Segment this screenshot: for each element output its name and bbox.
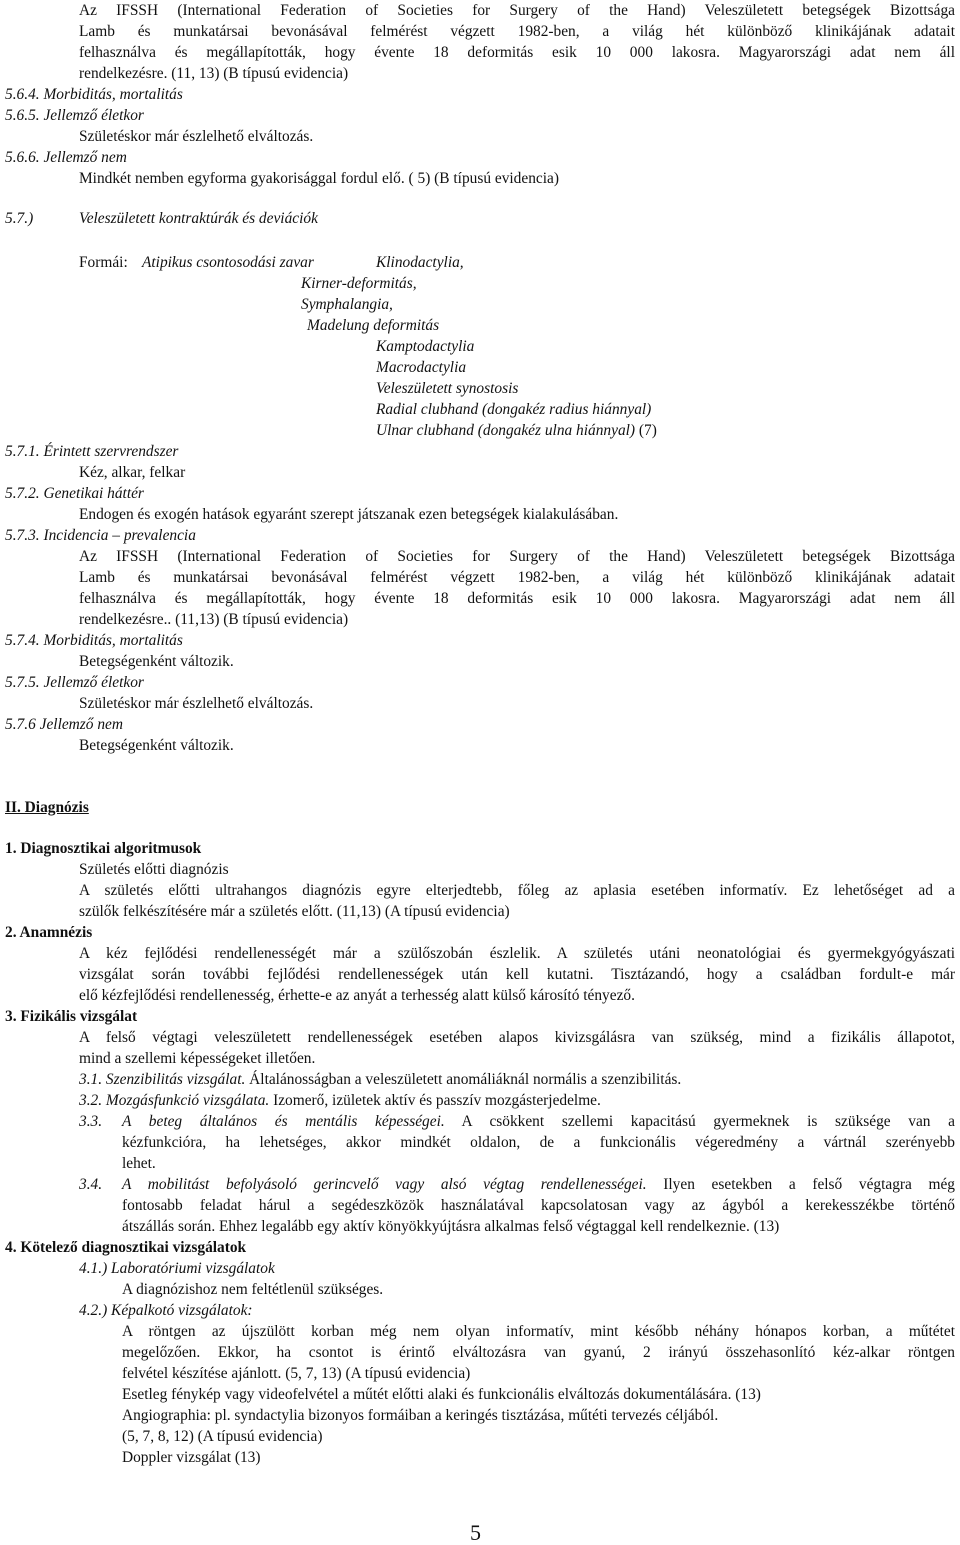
physical-line: A felső végtagi veleszületett rendellenességek esetében alapos kivizsgálásra van szükség, mind a fizikális állapotot, [79, 1029, 955, 1046]
sub-3-1-text: Általánosságban a veleszületett anomáliáknál normális a szenzibilitás. [245, 1071, 682, 1088]
angio-ref: (5, 7, 8, 12) (A típusú evidencia) [122, 1428, 323, 1445]
intro-line: Lamb és munkatársai bevonásával felmérést végzett 1982-ben, a világ hét különböző klinikájának adatait [79, 23, 955, 40]
intro-line: felhasználva és megállapították, hogy évente 18 deformitás esik 10 000 lakosra. Magyarországi adat nem áll [79, 44, 955, 61]
anamnesis-line: A kéz fejlődési rendellenességét már a szülőszobán észlelik. A születés utáni neonatológiai és gyermekgyógyászati [79, 945, 955, 962]
heading-diag-2: 2. Anamnézis [5, 924, 93, 941]
sub-3-2 [79, 1090, 601, 1111]
text-5-7-5: Születéskor már észlelhető elváltozás. [79, 695, 314, 712]
section-5-7-number: 5.7.) [5, 210, 34, 227]
form-item: Kirner-deformitás, [301, 275, 417, 292]
imaging-line: felvétel készítése ajánlott. (5, 7, 13) (A típusú evidencia) [122, 1365, 471, 1382]
heading-5-7-3: 5.7.3. Incidencia – prevalencia [5, 527, 196, 544]
sub-3-4-label: A mobilitást befolyásoló gerincvelő vagy alsó végtag rendellenességei. [122, 1176, 647, 1193]
page-number: 5 [470, 1520, 481, 1545]
sub-3-4-line: fontosabb feladat hárul a segédeszközök használatával kapcsolatosan vagy az ágyból a kerekesszékbe történő [122, 1197, 955, 1214]
sub-3-3-line: lehet. [122, 1155, 156, 1172]
heading-5-6-6: 5.6.6. Jellemző nem [5, 149, 127, 166]
sub-4-1-text: A diagnózishoz nem feltétlenül szükséges. [122, 1281, 384, 1298]
prenatal-label: Születés előtti diagnózis [79, 861, 229, 878]
heading-5-7-2: 5.7.2. Genetikai háttér [5, 485, 144, 502]
sub-3-3-first: A csökkent szellemi kapacitású gyermeknek is szüksége van a [444, 1113, 955, 1130]
heading-5-7-1: 5.7.1. Érintett szervrendszer [5, 443, 179, 460]
sub-4-1: 4.1.) Laboratóriumi vizsgálatok [79, 1260, 275, 1277]
heading-5-7-4: 5.7.4. Morbiditás, mortalitás [5, 632, 183, 649]
form-item-last [376, 420, 657, 441]
sub-3-1-label: 3.1. Szenzibilitás vizsgálat. [79, 1071, 246, 1088]
imaging-line: megelőzően. Ekkor, ha csontot is érintő elváltozásra van gyanú, 2 irányú összehasonlító kéz-alkar röntgen [122, 1344, 955, 1361]
chapter-title: II. Diagnózis [5, 799, 89, 816]
heading-5-6-4: 5.6.4. Morbiditás, mortalitás [5, 86, 183, 103]
sub-3-4-line: átszállás során. Ehhez legalább egy aktív könyökkyújtásra alkalmas felső végtaggal kell rendelkeznie. (13) [122, 1218, 780, 1235]
anamnesis-line: elő kézfejlődési rendellenesség, érhette-e az anyát a terhesség alatt külső károsító tényező. [79, 987, 635, 1004]
form-item: Klinodactylia, [376, 254, 464, 271]
incidence-line: Lamb és munkatársai bevonásával felmérést végzett 1982-ben, a világ hét különböző klinikájának adatait [79, 569, 955, 586]
prenatal-line: A születés előtti ultrahangos diagnózis egyre elterjedtebb, főleg az aplasia esetében informatív. Ez lehetőséget ad a [79, 882, 955, 899]
section-5-7-title: Veleszületett kontraktúrák és deviációk [79, 210, 318, 227]
sub-3-3-line: kézfunkcióra, ha lehetséges, akkor mindkét oldalon, de a funkcionális végeredmény a vártnál szerényebb [122, 1134, 955, 1151]
heading-diag-3: 3. Fizikális vizsgálat [5, 1008, 138, 1025]
forms-ref: (7) [638, 422, 657, 439]
form-item: Ulnar clubhand (dongakéz ulna hiánnyal) [376, 422, 636, 439]
imaging-line: A röntgen az újszülött korban még nem olyan informatív, mint később néhány hónapos korban, a műtétet [122, 1323, 955, 1340]
form-item: Symphalangia, [301, 296, 393, 313]
sub-3-4-number: 3.4. [79, 1176, 103, 1193]
forms-label: Formái: [79, 254, 128, 271]
heading-5-6-5: 5.6.5. Jellemző életkor [5, 107, 144, 124]
heading-diag-1: 1. Diagnosztikai algoritmusok [5, 840, 202, 857]
incidence-line: Az IFSSH (International Federation of Societies for Surgery of the Hand) Veleszületett betegségek Bizottsága [79, 548, 955, 565]
sub-3-2-text: Izomerő, izületek aktív és passzív mozgásterjedelme. [269, 1092, 601, 1109]
forms-group: Atipikus csontosodási zavar [142, 254, 314, 271]
form-item: Kamptodactylia [376, 338, 475, 355]
form-item: Veleszületett synostosis [376, 380, 519, 397]
sub-4-2: 4.2.) Képalkotó vizsgálatok: [79, 1302, 253, 1319]
text-5-6-6: Mindkét nemben egyforma gyakorisággal fordul elő. ( 5) (B típusú evidencia) [79, 170, 559, 187]
heading-5-7-6: 5.7.6 Jellemző nem [5, 716, 123, 733]
text-5-7-2: Endogen és exogén hatások egyaránt szerept játszanak ezen betegségek kialakulásában. [79, 506, 619, 523]
text-5-7-1: Kéz, alkar, felkar [79, 464, 186, 481]
heading-5-7-5: 5.7.5. Jellemző életkor [5, 674, 144, 691]
photo-line: Esetleg fénykép vagy videofelvétel a műtét előtti alaki és funkcionális elváltozás dokumentálására. (13) [122, 1386, 761, 1403]
intro-line: rendelkezésre. (11, 13) (B típusú evidencia) [79, 65, 349, 82]
sub-3-4-first: Ilyen esetekben a felső végtagra még [646, 1176, 955, 1193]
sub-3-3-first-line [122, 1111, 955, 1132]
intro-line: Az IFSSH (International Federation of Societies for Surgery of the Hand) Veleszületett betegségek Bizottsága [79, 2, 955, 19]
anamnesis-line: vizsgálat során további fejlődési rendellenességek után kell kutatni. Tisztázandó, hogy a családban fordult-e már [79, 966, 955, 983]
doppler-line: Doppler vizsgálat (13) [122, 1449, 261, 1466]
text-5-7-6: Betegségenként változik. [79, 737, 234, 754]
incidence-line: rendelkezésre.. (11,13) (B típusú evidencia) [79, 611, 349, 628]
sub-3-3-number: 3.3. [79, 1113, 103, 1130]
form-item: Radial clubhand (dongakéz radius hiánnyal) [376, 401, 652, 418]
sub-3-3-label: A beteg általános és mentális képességei. [122, 1113, 445, 1130]
sub-3-2-label: 3.2. Mozgásfunkció vizsgálata. [79, 1092, 270, 1109]
physical-line: mind a szellemi képességeket illetően. [79, 1050, 316, 1067]
angio-line: Angiographia: pl. syndactylia bizonyos formáiban a keringés tisztázása, műtéti tervezés céljából. [122, 1407, 719, 1424]
form-item: Macrodactylia [376, 359, 467, 376]
incidence-line: felhasználva és megállapították, hogy évente 18 deformitás esik 10 000 lakosra. Magyarországi adat nem áll [79, 590, 955, 607]
prenatal-line: szülők felkészítésére már a születés előtt. (11,13) (A típusú evidencia) [79, 903, 510, 920]
text-5-6-5: Születéskor már észlelhető elváltozás. [79, 128, 314, 145]
text-5-7-4: Betegségenként változik. [79, 653, 234, 670]
heading-diag-4: 4. Kötelező diagnosztikai vizsgálatok [5, 1239, 247, 1256]
sub-3-1 [79, 1069, 681, 1090]
sub-3-4-first-line [122, 1174, 955, 1195]
form-item: Madelung deformitás [307, 317, 440, 334]
